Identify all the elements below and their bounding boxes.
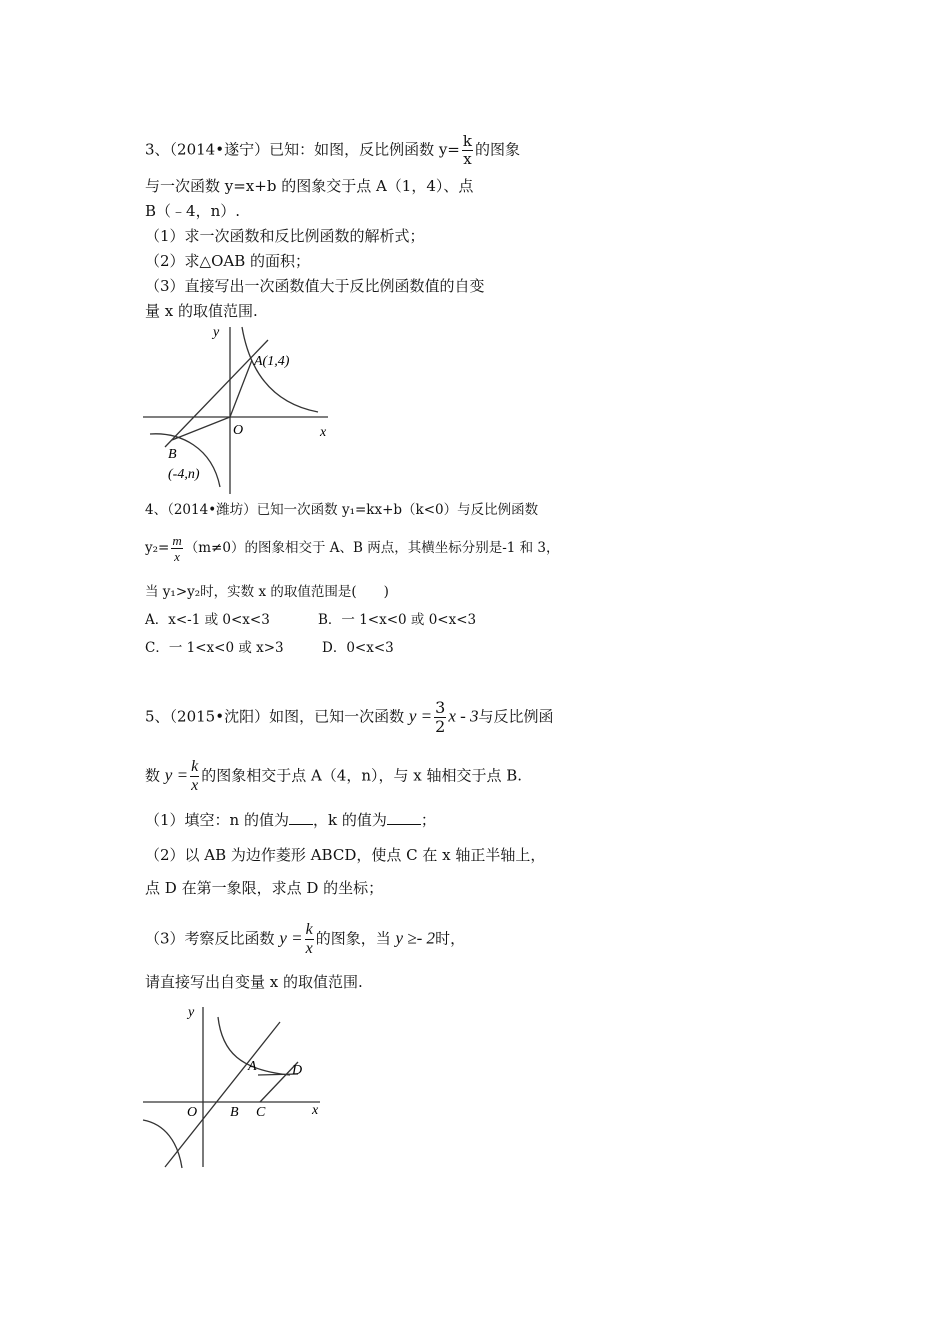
q5-y-label: y <box>188 1005 195 1020</box>
q5-part3-end: 时， <box>435 929 466 948</box>
q5-point-b-label: B <box>230 1105 239 1120</box>
q3-point-a-label: A(1,4) <box>254 354 290 369</box>
q3-part3: （3）直接写出一次函数值大于反比例函数值的自变 <box>145 277 485 295</box>
q3-fraction <box>462 134 473 167</box>
q5-part3 <box>145 922 465 957</box>
q5-part2: （2）以 AB 为边作菱形 ABCD，使点 C 在 x 轴正半轴上， <box>145 846 546 864</box>
q5-point-a-label: A <box>248 1059 257 1074</box>
q5-graph <box>140 1002 335 1172</box>
q5-blank-k[interactable] <box>387 810 421 825</box>
q3-line1 <box>145 134 520 167</box>
q5-part1-text: （1）填空：n 的值为 <box>145 811 289 829</box>
q5-frac2-num: k <box>191 758 199 775</box>
q5-blank-n[interactable] <box>289 810 313 825</box>
q5-line2-pre: 数 <box>145 766 161 785</box>
q5-frac2-den: x <box>191 777 199 794</box>
q5-line1 <box>145 700 554 735</box>
q5-part2-cont: 点 D 在第一象限，求点 D 的坐标； <box>145 879 384 897</box>
q3-line3: B（﹣4，n）. <box>145 202 240 220</box>
q5-part3-text: （3）考察反比函数 <box>145 929 275 948</box>
q4-option-b: B．一 1<x<0 或 0<x<3 <box>318 612 477 628</box>
q3-line2: 与一次函数 y=x+b 的图象交于点 A（1，4）、点 <box>145 177 474 195</box>
q5-y-eq-3: y = <box>279 928 303 948</box>
q5-part3-cont: 请直接写出自变量 x 的取值范围. <box>145 973 363 991</box>
q4-line2-text: （m≠0）的图象相交于 A、B 两点，其横坐标分别是-1 和 3， <box>184 540 560 556</box>
q5-y-eq: y = <box>408 706 433 726</box>
q4-option-a: A．x<-1 或 0<x<3 <box>145 612 270 628</box>
q5-origin-label: O <box>187 1105 198 1120</box>
q5-part3-mid: 的图象，当 <box>315 929 391 948</box>
q4-line3: 当 y₁>y₂时，实数 x 的取值范围是( ) <box>145 584 389 600</box>
q5-x-label: x <box>312 1103 319 1118</box>
q3-segment-ob <box>172 417 230 440</box>
q5-frac3-num: k <box>305 921 313 938</box>
q3-y-label: y <box>213 325 220 340</box>
q3-part2: （2）求△OAB 的面积； <box>145 252 311 270</box>
q5-stem-text: 5、（2015•沈阳）如图，已知一次函数 <box>145 707 405 726</box>
q3-frac-num: k <box>462 132 472 150</box>
q3-x-label: x <box>320 425 327 440</box>
q4-frac-den: x <box>174 549 180 564</box>
q3-origin-label: O <box>233 423 244 438</box>
q5-part1 <box>145 810 436 830</box>
q4-fraction <box>171 534 182 563</box>
q5-fraction-k-x-2 <box>305 922 314 957</box>
q4-y2: y₂= <box>145 540 170 556</box>
q3-part1: （1）求一次函数和反比例函数的解析式； <box>145 227 425 245</box>
q4-line1: 4、（2014•潍坊）已知一次函数 y₁=kx+b（k<0）与反比例函数 <box>145 502 539 518</box>
q5-hyperbola-q3 <box>143 1120 182 1168</box>
q3-stem-end: 的图象 <box>474 140 520 159</box>
q5-frac1-den: 2 <box>435 717 446 736</box>
q3-graph <box>140 322 340 497</box>
q4-option-d: D．0<x<3 <box>322 640 394 656</box>
q5-frac3-den: x <box>305 940 313 957</box>
q5-part1-mid: ，k 的值为 <box>312 811 387 829</box>
q5-point-d-label: D <box>292 1063 303 1078</box>
q3-hyperbola-q1 <box>242 327 318 412</box>
q5-part1-end: ； <box>420 811 436 829</box>
q5-point-c-label: C <box>256 1105 266 1120</box>
q3-linear-line <box>165 340 268 447</box>
q5-y-eq-2: y = <box>164 765 189 785</box>
q5-fraction-k-x <box>190 759 199 794</box>
q5-line2-text: 的图象相交于点 A（4，n），与 x 轴相交于点 B. <box>201 766 523 785</box>
q3-part3-cont: 量 x 的取值范围. <box>145 302 258 320</box>
q5-stem-end: 与反比例函 <box>478 707 554 726</box>
q5-frac1-num: 3 <box>435 698 446 717</box>
q3-stem-text: 3、（2014•遂宁）已知：如图，反比例函数 y= <box>145 140 460 159</box>
q5-condition: y ≥- 2 <box>395 928 436 948</box>
q3-point-b-coord: (-4,n) <box>168 467 200 482</box>
q4-option-c: C．一 1<x<0 或 x>3 <box>145 640 284 656</box>
q3-point-b-label: B <box>168 447 177 462</box>
q3-frac-den: x <box>463 150 472 168</box>
q4-frac-num: m <box>172 533 182 548</box>
q5-linear-line <box>165 1022 280 1167</box>
q4-line2 <box>145 534 560 563</box>
q5-line2 <box>145 759 522 794</box>
q5-x-term: x - 3 <box>448 706 479 726</box>
q5-fraction-3-2 <box>434 700 446 735</box>
